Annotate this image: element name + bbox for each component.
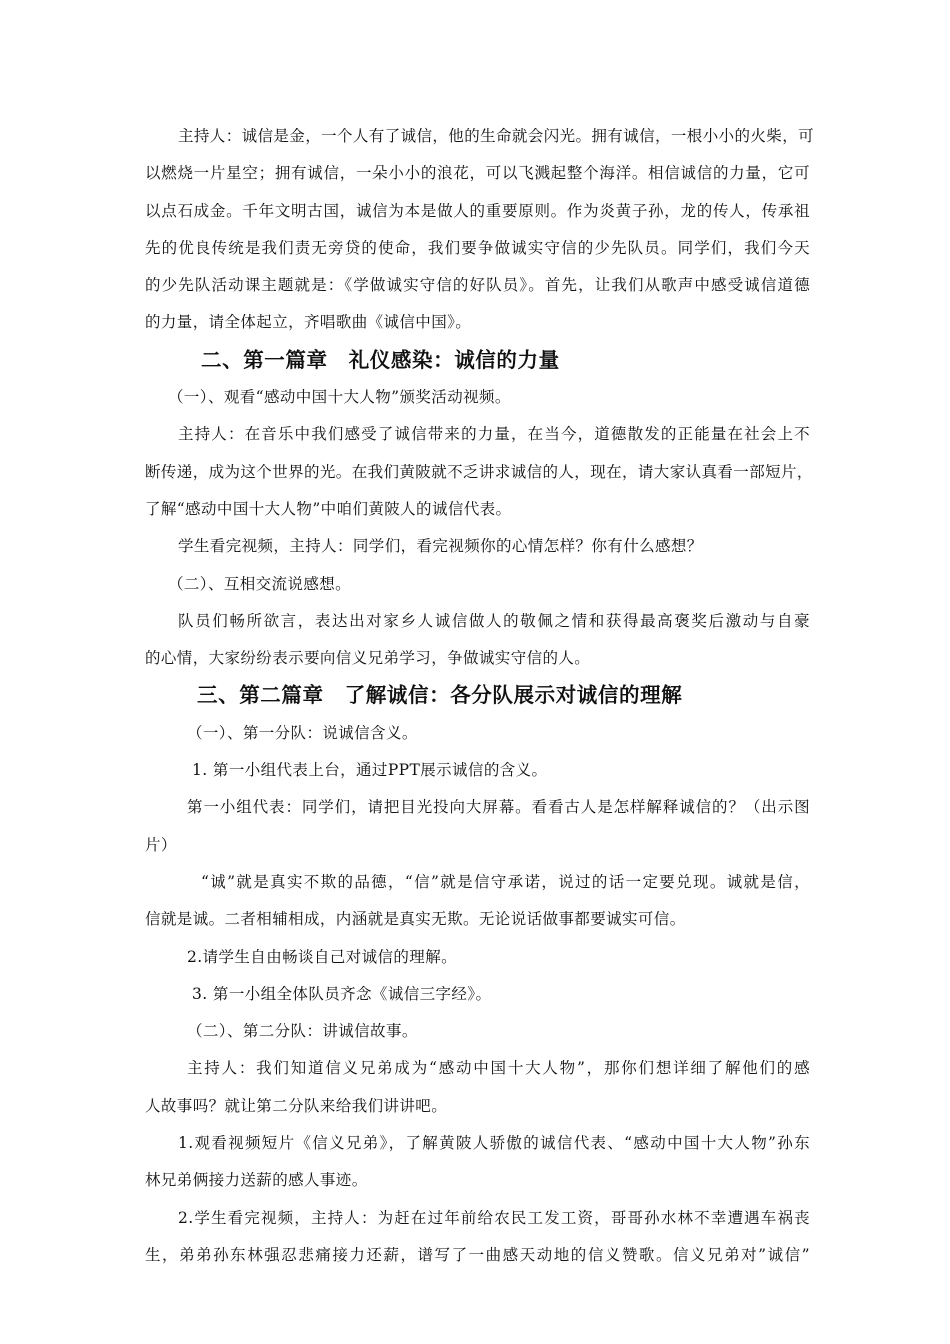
paragraph-line: 队员们畅所欲言，表达出对家乡人诚信做人的敬佩之情和获得最高褒奖后激动与自豪: [178, 611, 810, 630]
document-page: [145, 118, 815, 1274]
subsection-heading: （一）、观看“感动中国十大人物”颁奖活动视频。: [168, 388, 511, 407]
list-item: 1.观看视频短片《信义兄弟》，了解黄陂人骄傲的诚信代表、“感动中国十大人物”孙东: [178, 1134, 810, 1153]
paragraph-line: 主持人：诚信是金，一个人有了诚信，他的生命就会闪光。拥有诚信，一根小小的火柴，可: [178, 127, 815, 145]
paragraph-line: 人故事吗？就让第二分队来给我们讲讲吧。: [145, 1096, 448, 1115]
paragraph-line: 生，弟弟孙东林强忍悲痛接力还薪，谱写了一曲感天动地的信义赞歌。信义兄弟对”诚信”: [145, 1245, 810, 1264]
paragraph-line: 的少先队活动课主题就是：《学做诚实守信的好队员》。首先，让我们从歌声中感受诚信道德: [145, 276, 810, 295]
subsection-heading: （二）、互相交流说感想。: [168, 574, 352, 593]
paragraph-line: 以点石成金。千年文明古国，诚信为本是做人的重要原则。作为炎黄子孙，龙的传人，传承祖: [145, 201, 810, 220]
subsection-heading: （一）、第一分队：说诚信含义。: [187, 723, 418, 742]
list-item: 1. 第一小组代表上台，通过PPT展示诚信的含义。: [192, 761, 548, 780]
paragraph-line: 以燃烧一片星空；拥有诚信，一朵小小的浪花，可以飞溅起整个海洋。相信诚信的力量，它可: [145, 164, 810, 183]
list-item: 2.请学生自由畅谈自己对诚信的理解。: [187, 947, 457, 966]
paragraph-line: 信就是诚。二者相辅相成，内涵就是真实无欺。无论说话做事都要诚实可信。: [145, 910, 686, 929]
paragraph-line: 断传递，成为这个世界的光。在我们黄陂就不乏讲求诚信的人，现在，请大家认真看一部短片，: [145, 462, 813, 481]
paragraph-line: 片）: [145, 835, 177, 854]
paragraph-line: 主持人：我们知道信义兄弟成为“感动中国十大人物”，那你们想详细了解他们的感: [187, 1059, 810, 1078]
list-item: 3. 第一小组全体队员齐念《诚信三字经》。: [192, 984, 492, 1003]
paragraph-line: 第一小组代表：同学们，请把目光投向大屏幕。看看古人是怎样解释诚信的？（出示图: [187, 798, 810, 817]
paragraph-line: 的心情，大家纷纷表示要向信义兄弟学习，争做诚实守信的人。: [145, 649, 591, 668]
subsection-heading: （二）、第二分队：讲诚信故事。: [187, 1022, 418, 1041]
paragraph-line: 主持人：在音乐中我们感受了诚信带来的力量，在当今，道德散发的正能量在社会上不: [178, 425, 810, 444]
paragraph-line: 林兄弟俩接力送薪的感人事迹。: [145, 1171, 368, 1190]
list-item: 2.学生看完视频，主持人：为赶在过年前给农民工发工资，哥哥孙水林不幸遭遇车祸丧: [178, 1208, 810, 1227]
paragraph-line: 了解“感动中国十大人物”中咱们黄陂人的诚信代表。: [145, 499, 512, 518]
section-heading: 三、第二篇章 了解诚信：各分队展示对诚信的理解: [197, 683, 683, 708]
paragraph-line: 学生看完视频，主持人：同学们，看完视频你的心情怎样？你有什么感想？: [178, 537, 703, 556]
paragraph-line: 的力量，请全体起立，齐唱歌曲《诚信中国》。: [145, 313, 472, 332]
quote-line: “诚”就是真实不欺的品德，“信”就是信守承诺，说过的话一定要兑现。诚就是信，: [201, 872, 810, 891]
paragraph-line: 先的优良传统是我们责无旁贷的使命，我们要争做诚实守信的少先队员。同学们，我们今天: [145, 238, 810, 257]
section-heading: 二、第一篇章 礼仪感染：诚信的力量: [201, 347, 560, 372]
